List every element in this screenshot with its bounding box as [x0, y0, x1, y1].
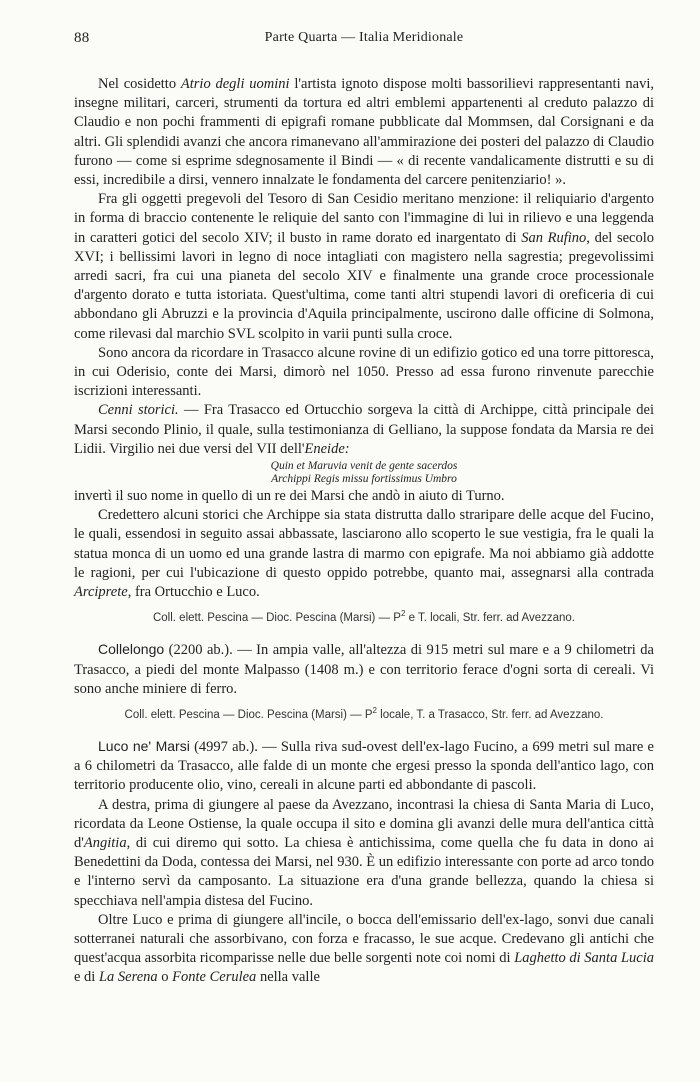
text-run: Sono ancora da ricordare in Trasacco alcune rovine di un edifizio gotico ed una torre pittoresca, in cui Oderisio, conte dei Marsi, dimorò nel 1050. Presso ad essa furono rinvenute parecchie iscrizioni interessanti.	[74, 344, 654, 400]
paragraph-continuation	[74, 487, 654, 506]
text-run: , di cui diremo qui sotto. La chiesa è antichissima, come quella che fu data in dono ai Benedettini da Doda, contessa dei Marsi, nel 930. È un edifizio interessante con porte ad arco tondo e l'interno servì da camposanto. La situazione era d'una grande bellezza, quando la chiesa si specchiava nell'ampia distesa del Fucino.	[74, 834, 654, 909]
italic-term: Eneide:	[304, 440, 350, 457]
text-run: — Fra Trasacco ed Ortucchio sorgeva la città di Archippe, città principale dei Marsi secondo Plinio, il quale, sulla testimonianza di Gelliano, la suppose fondata da Marsia re dei Lidii. Virgilio nei due versi del VII dell'	[74, 402, 654, 457]
italic-term: Angitia	[83, 834, 127, 851]
text-run: Oltre Luco e prima di giungere all'incile, o bocca dell'emissario dell'ex-lago, sonvi due canali sotterranei naturali che assorbivano, con forza e fracasso, le sue acque. Credevano gli antichi che quest'acqua assorbita ricomparisse nelle due belle sorgenti note coi nomi di	[74, 911, 654, 967]
paragraph-rovine	[74, 344, 654, 402]
text-run: o	[157, 969, 173, 986]
text-run: Fra gli oggetti pregevoli del Tesoro di San Cesidio meritano menzione: il reliquiario d'argento in forma di braccio contenente le reliquie del santo con l'immagine di lui in rilievo e una leggenda in caratteri gotici del secolo XIV; il busto in rame dorato ed inargentato di	[74, 191, 654, 246]
text-run: e di	[74, 969, 99, 986]
entry-title: Collelongo	[98, 641, 165, 658]
admin-info-trasacco	[74, 604, 654, 628]
italic-term: Atrio degli uomini	[180, 76, 290, 92]
italic-term: Laghetto di Santa Lucia	[514, 950, 654, 967]
verse-quotation	[74, 460, 654, 486]
paragraph-archippe	[74, 506, 654, 602]
paragraph-cenni-storici	[74, 401, 654, 459]
paragraph-canali	[74, 911, 654, 988]
running-title: Parte Quarta — Italia Meridionale	[264, 30, 464, 45]
text-run: , del secolo XVI; i bellissimi lavori in legno di noce intagliati con magistero nella sagrestia; pregevolissimi arredi sacri, fra cui una pianeta del secolo XIV e finalmente una grande croce processionale d'argento dorato e tutta istoriata. Quest'ultima, come tanti altri stupendi lavori di oreficeria di cui abbondano gli Abruzzi e la provincia d'Aquila principalmente, uscirono dalle officine di Solmona, come rilevasi dal marchio SVL scolpito in varii punti sulla croce.	[74, 229, 654, 342]
entry-collelongo	[74, 640, 654, 699]
paragraph-tesoro	[74, 190, 654, 344]
text-run: Coll. elett. Pescina — Dioc. Pescina (Marsi) — P	[124, 708, 373, 721]
entry-luco	[74, 737, 654, 796]
italic-term: Fonte Cerulea	[172, 969, 257, 986]
paragraph-atrio	[74, 75, 654, 190]
page-number: 88	[74, 30, 90, 46]
text-run: Credettero alcuni storici che Archippe sia stata distrutta dallo straripare delle acque del Fucino, le quali, essendosi in seguito assai abbassate, lasciarono allo scoperto le sue vestigia, fra le quali la statua monca di un uomo ed una grande lastra di marmo con epigrafe. Ma noi abbiamo già addotte le ragioni, per cui l'ubicazione di questo oppido potrebbe, quanto mai, assegnarsi alla contrada	[74, 507, 654, 581]
text-run: A destra, prima di giungere al paese da Avezzano, incontrasi la chiesa di Santa Maria di Luco, ricordata da Leone Ostiense, la quale occupa il sito e domina gli avanzi delle mura dell'antica città d'	[74, 796, 654, 851]
text-run: (4997 ab.). — Sulla riva sud-ovest dell'ex-lago Fucino, a 699 metri sul mare e a 6 chilometri da Trasacco, alle falde di un monte che ergesi presso la sponda dell'antico lago, con territorio producente olio, vino, cereali in alcune parti ed abbondante di pascoli.	[74, 738, 654, 794]
text-run: locale, T. a Trasacco, Str. ferr. ad Avezzano.	[376, 708, 604, 721]
text-run: Nel cosidetto	[98, 76, 181, 92]
text-run: nella valle	[256, 969, 320, 986]
text-run: , fra Ortucchio e Luco.	[127, 584, 260, 601]
entry-title: Luco ne' Marsi	[98, 737, 190, 754]
superscript: 2	[372, 705, 377, 715]
page-body	[74, 75, 654, 988]
italic-term: Arciprete	[74, 584, 128, 601]
text-run: e T. locali, Str. ferr. ad Avezzano.	[405, 612, 576, 625]
text-run: Coll. elett. Pescina — Dioc. Pescina (Marsi) — P	[152, 612, 401, 625]
text-run: invertì il suo nome in quello di un re dei Marsi che andò in aiuto di Turno.	[74, 488, 505, 505]
superscript: 2	[400, 609, 406, 619]
section-label: Cenni storici.	[98, 402, 179, 419]
verse-line: Quin et Maruvia venit de gente sacerdos	[270, 460, 458, 473]
paragraph-santa-maria	[74, 796, 654, 911]
text-run: (2200 ab.). — In ampia valle, all'altezza di 915 metri sul mare e a 9 chilometri da Trasacco, a piedi del monte Malpasso (1408 m.) e con territorio ferace d'ogni sorta di cereali. Vi sono anche miniere di ferro.	[74, 642, 654, 697]
verse-line: Archippi Regis missu fortissimus Umbro	[271, 473, 457, 486]
text-run: l'artista ignoto dispose molti bassorilievi rappresentanti navi, insegne militari, carceri, strumenti da tortura ed altri emblemi appartenenti al creduto palazzo di Claudio e non pochi frammenti di epigrafi romane pubblicate dal Mommsen, dal Corsignani e da altri. Gli splendidi avanzi che ancora rimanevano all'ammirazione dei posteri del palazzo di Claudio furono — come si esprime sdegnosamente il Bindi — « di recente vandalicamente distrutti e su di essi, incredibile a dirsi, vennero innalzate le fondamenta del carcere penitenziario! ».	[74, 76, 654, 189]
admin-info-collelongo	[74, 701, 654, 725]
italic-term: La Serena	[98, 969, 158, 986]
italic-term: San Rufino	[521, 229, 587, 246]
